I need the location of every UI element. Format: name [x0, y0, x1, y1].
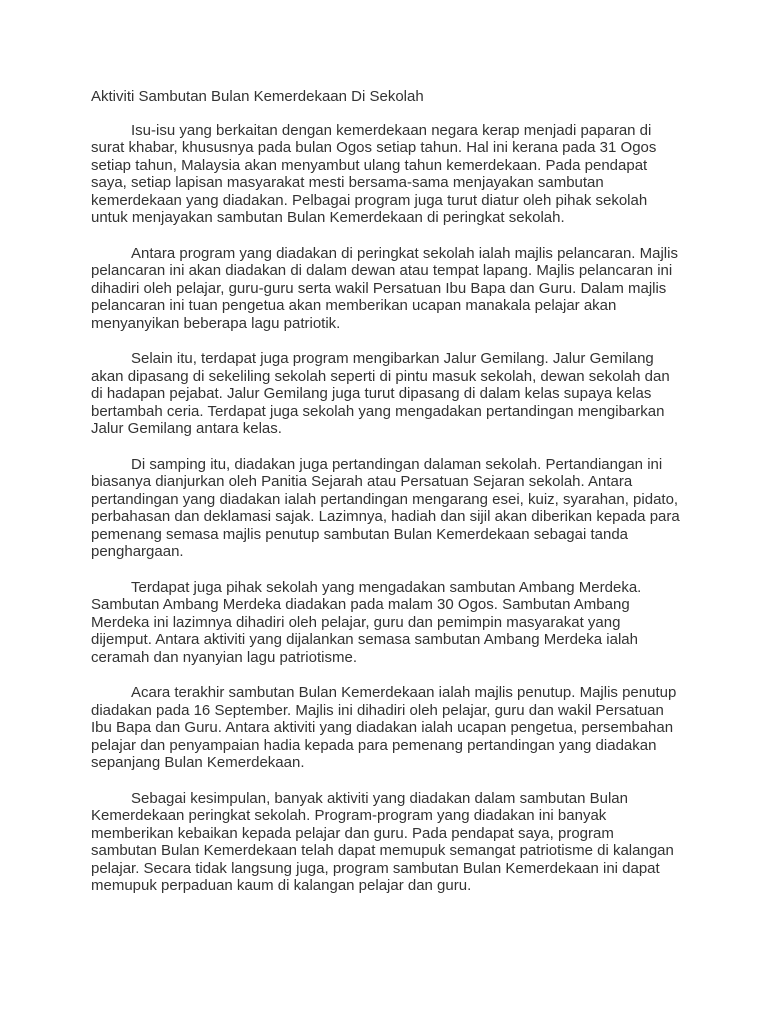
- paragraph-majlis-pelancaran: Antara program yang diadakan di peringkat sekolah ialah majlis pelancaran. Majlis pelancaran ini akan diadakan di dalam dewan atau tempat lapang. Majlis pelancaran ini dihadiri oleh pelajar, guru-guru serta wakil Persatuan Ibu Bapa dan Guru. Dalam majlis pelancaran ini tuan pengetua akan memberikan ucapan manakala pelajar akan menyanyikan beberapa lagu patriotik.: [91, 244, 678, 332]
- document-title: Aktiviti Sambutan Bulan Kemerdekaan Di Sekolah: [91, 88, 424, 105]
- paragraph-kesimpulan: Sebagai kesimpulan, banyak aktiviti yang diadakan dalam sambutan Bulan Kemerdekaan peringkat sekolah. Program-program yang diadakan ini banyak memberikan kebaikan kepada pelajar dan guru. Pada pendapat saya, program sambutan Bulan Kemerdekaan telah dapat memupuk semangat patriotisme di kalangan pelajar. Secara tidak langsung juga, program sambutan Bulan Kemerdekaan ini dapat memupuk perpaduan kaum di kalangan pelajar dan guru.: [91, 789, 674, 894]
- paragraph-ambang-merdeka: Terdapat juga pihak sekolah yang mengadakan sambutan Ambang Merdeka. Sambutan Ambang Merdeka diadakan pada malam 30 Ogos. Sambutan Ambang Merdeka ini lazimnya dihadiri oleh pelajar, guru dan pemimpin masyarakat yang dijemput. Antara aktiviti yang dijalankan semasa sambutan Ambang Merdeka ialah ceramah dan nyanyian lagu patriotisme.: [91, 578, 642, 666]
- paragraph-jalur-gemilang: Selain itu, terdapat juga program mengibarkan Jalur Gemilang. Jalur Gemilang akan dipasang di sekeliling sekolah seperti di pintu masuk sekolah, dewan sekolah dan di hadapan pejabat. Jalur Gemilang juga turut dipasang di dalam kelas supaya kelas bertambah ceria. Terdapat juga sekolah yang mengadakan pertandingan mengibarkan Jalur Gemilang antara kelas.: [91, 350, 670, 437]
- document-content: [91, 88, 683, 913]
- paragraph-pertandingan: Di samping itu, diadakan juga pertandingan dalaman sekolah. Pertandiangan ini biasanya dianjurkan oleh Panitia Sejarah atau Persatuan Sejaran sekolah. Antara pertandingan yang diadakan ialah pertandingan mengarang esei, kuiz, syarahan, pidato, perbahasan dan deklamasi sajak. Lazimnya, hadiah dan sijil akan diberikan kepada para pemenang semasa majlis penutup sambutan Bulan Kemerdekaan sebagai tanda penghargaan.: [91, 455, 680, 560]
- paragraph-intro: Isu-isu yang berkaitan dengan kemerdekaan negara kerap menjadi paparan di surat khabar, khususnya pada bulan Ogos setiap tahun. Hal ini kerana pada 31 Ogos setiap tahun, Malaysia akan menyambut ulang tahun kemerdekaan. Pada pendapat saya, setiap lapisan masyarakat mesti bersama-sama menjayakan sambutan kemerdekaan yang diadakan. Pelbagai program juga turut diatur oleh pihak sekolah untuk menjayakan sambutan Bulan Kemerdekaan di peringkat sekolah.: [91, 121, 657, 226]
- paragraph-majlis-penutup: Acara terakhir sambutan Bulan Kemerdekaan ialah majlis penutup. Majlis penutup diadakan pada 16 September. Majlis ini dihadiri oleh pelajar, guru dan wakil Persatuan Ibu Bapa dan Guru. Antara aktiviti yang diadakan ialah ucapan pengetua, persembahan pelajar dan penyampaian hadia kepada para pemenang pertandingan yang diadakan sepanjang Bulan Kemerdekaan.: [91, 684, 677, 771]
